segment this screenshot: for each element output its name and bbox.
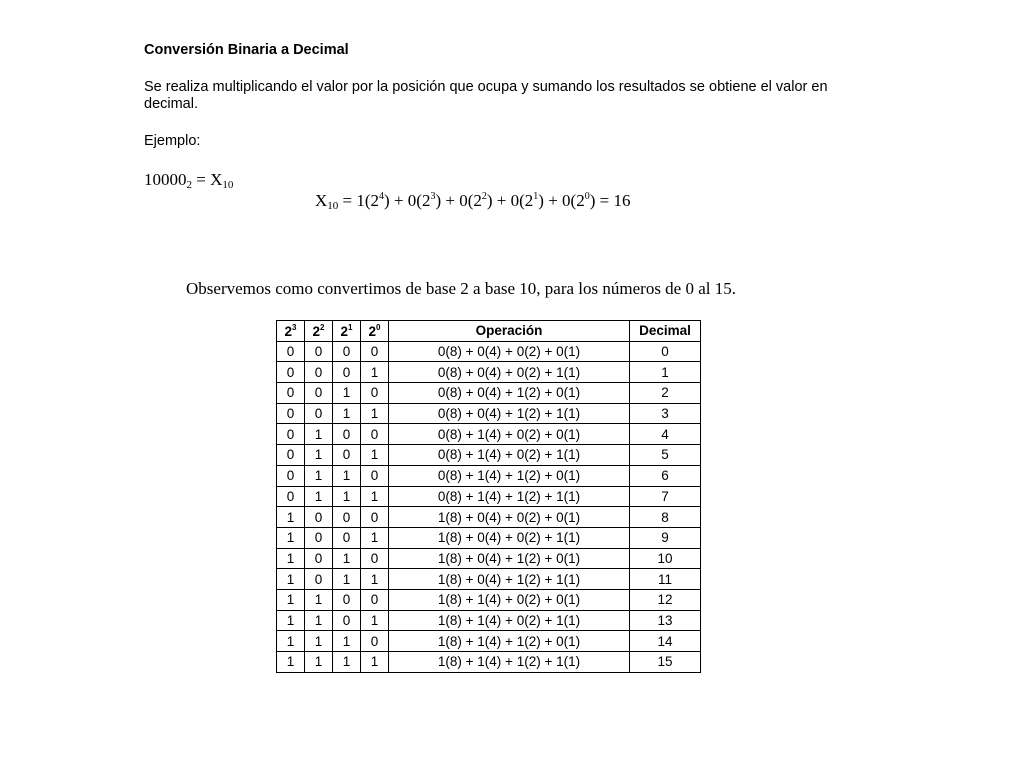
cell-bit-2: 1 (333, 652, 361, 673)
cell-bit-8: 1 (277, 652, 305, 673)
cell-bit-2: 0 (333, 589, 361, 610)
cell-bit-4: 1 (305, 589, 333, 610)
eq2-var-base: 10 (327, 200, 339, 212)
page-title: Conversión Binaria a Decimal (144, 42, 349, 58)
cell-bit-1: 1 (361, 610, 389, 631)
cell-operacion: 1(8) + 0(4) + 0(2) + 0(1) (389, 507, 630, 528)
cell-operacion: 0(8) + 1(4) + 0(2) + 1(1) (389, 445, 630, 466)
cell-bit-1: 1 (361, 403, 389, 424)
cell-decimal: 5 (630, 445, 701, 466)
table-row (277, 362, 701, 383)
cell-bit-4: 1 (305, 424, 333, 445)
cell-bit-4: 1 (305, 610, 333, 631)
eq2-term-prefix: + 0(2 (543, 191, 585, 210)
cell-bit-8: 1 (277, 589, 305, 610)
cell-decimal: 4 (630, 424, 701, 445)
cell-bit-1: 0 (361, 341, 389, 362)
cell-bit-4: 1 (305, 486, 333, 507)
eq2-var: X (315, 191, 328, 210)
cell-bit-2: 1 (333, 465, 361, 486)
cell-bit-4: 1 (305, 445, 333, 466)
cell-bit-4: 0 (305, 341, 333, 362)
cell-decimal: 14 (630, 631, 701, 652)
cell-bit-4: 1 (305, 652, 333, 673)
cell-bit-8: 1 (277, 507, 305, 528)
cell-bit-4: 0 (305, 548, 333, 569)
cell-operacion: 0(8) + 0(4) + 0(2) + 0(1) (389, 341, 630, 362)
cell-bit-2: 1 (333, 486, 361, 507)
eq2-term-prefix: + 0(2 (441, 191, 482, 210)
cell-bit-8: 1 (277, 548, 305, 569)
cell-bit-2: 0 (333, 362, 361, 383)
eq2-term-suffix: ) (589, 191, 596, 210)
cell-bit-1: 0 (361, 465, 389, 486)
table-header-row (277, 321, 701, 342)
cell-operacion: 1(8) + 1(4) + 0(2) + 0(1) (389, 589, 630, 610)
cell-bit-2: 1 (333, 569, 361, 590)
header-decimal: Decimal (630, 321, 701, 342)
cell-operacion: 1(8) + 1(4) + 1(2) + 1(1) (389, 652, 630, 673)
cell-operacion: 0(8) + 0(4) + 0(2) + 1(1) (389, 362, 630, 383)
eq1-equals: = X (192, 170, 223, 189)
cell-operacion: 0(8) + 1(4) + 0(2) + 0(1) (389, 424, 630, 445)
cell-bit-4: 0 (305, 403, 333, 424)
table-row (277, 610, 701, 631)
cell-decimal: 2 (630, 383, 701, 404)
eq2-term-prefix: + 0(2 (389, 191, 431, 210)
cell-decimal: 15 (630, 652, 701, 673)
eq1-base: 2 (186, 179, 192, 191)
table-row (277, 465, 701, 486)
cell-decimal: 1 (630, 362, 701, 383)
eq2-result: = 16 (595, 191, 631, 210)
eq2-term-prefix: = 1(2 (338, 191, 380, 210)
cell-bit-4: 0 (305, 527, 333, 548)
cell-bit-1: 1 (361, 486, 389, 507)
eq2-term-exponent: 0 (584, 191, 590, 202)
cell-bit-1: 0 (361, 548, 389, 569)
eq1-value: 10000 (144, 170, 187, 189)
eq2-term-exponent: 2 (481, 191, 487, 202)
table-row (277, 383, 701, 404)
cell-operacion: 1(8) + 0(4) + 1(2) + 1(1) (389, 569, 630, 590)
cell-decimal: 6 (630, 465, 701, 486)
example-equation-1 (144, 170, 233, 191)
cell-bit-2: 0 (333, 527, 361, 548)
cell-operacion: 1(8) + 1(4) + 0(2) + 1(1) (389, 610, 630, 631)
cell-bit-4: 0 (305, 569, 333, 590)
cell-bit-8: 0 (277, 341, 305, 362)
table-row (277, 589, 701, 610)
eq2-terms (338, 191, 595, 210)
cell-operacion: 0(8) + 1(4) + 1(2) + 0(1) (389, 465, 630, 486)
eq2-term-prefix: + 0(2 (492, 191, 534, 210)
table-row (277, 569, 701, 590)
cell-bit-8: 1 (277, 527, 305, 548)
eq2-term-suffix: ) (435, 191, 442, 210)
table-body (277, 341, 701, 672)
eq2-term-suffix: ) (384, 191, 390, 210)
cell-operacion: 1(8) + 0(4) + 1(2) + 0(1) (389, 548, 630, 569)
cell-decimal: 11 (630, 569, 701, 590)
eq2-term-exponent: 3 (430, 191, 436, 202)
cell-bit-1: 0 (361, 383, 389, 404)
cell-bit-1: 1 (361, 527, 389, 548)
intro-paragraph: Se realiza multiplicando el valor por la posición que ocupa y sumando los resultados se obtiene el valor en decimal. (144, 79, 828, 112)
table-row (277, 527, 701, 548)
cell-operacion: 1(8) + 0(4) + 0(2) + 1(1) (389, 527, 630, 548)
cell-decimal: 12 (630, 589, 701, 610)
cell-bit-1: 1 (361, 652, 389, 673)
header-bit-2-1: $2^1$ (333, 321, 361, 342)
cell-decimal: 13 (630, 610, 701, 631)
cell-bit-2: 0 (333, 341, 361, 362)
cell-bit-8: 1 (277, 631, 305, 652)
cell-bit-1: 0 (361, 507, 389, 528)
header-bit-2-2: $2^2$ (305, 321, 333, 342)
cell-bit-2: 1 (333, 548, 361, 569)
table-row (277, 424, 701, 445)
table-intro-note: Observemos como convertimos de base 2 a base 10, para los números de 0 al 15. (186, 279, 736, 298)
cell-bit-4: 1 (305, 631, 333, 652)
cell-bit-8: 1 (277, 569, 305, 590)
example-label: Ejemplo: (144, 133, 201, 149)
conversion-table (276, 320, 701, 673)
cell-bit-8: 0 (277, 362, 305, 383)
cell-bit-4: 1 (305, 465, 333, 486)
cell-bit-1: 1 (361, 569, 389, 590)
cell-bit-2: 0 (333, 445, 361, 466)
table-row (277, 445, 701, 466)
eq2-term-exponent: 4 (379, 191, 385, 202)
cell-decimal: 7 (630, 486, 701, 507)
cell-decimal: 3 (630, 403, 701, 424)
cell-bit-2: 0 (333, 507, 361, 528)
cell-bit-1: 0 (361, 631, 389, 652)
cell-decimal: 0 (630, 341, 701, 362)
cell-bit-8: 0 (277, 445, 305, 466)
header-bit-2-3: $2^3$ (277, 321, 305, 342)
cell-bit-8: 0 (277, 465, 305, 486)
cell-bit-2: 1 (333, 403, 361, 424)
table-row (277, 652, 701, 673)
cell-bit-1: 0 (361, 589, 389, 610)
eq2-term-exponent: 1 (533, 191, 539, 202)
eq2-term-suffix: ) (538, 191, 544, 210)
cell-operacion: 0(8) + 0(4) + 1(2) + 1(1) (389, 403, 630, 424)
table-row (277, 631, 701, 652)
cell-bit-8: 0 (277, 403, 305, 424)
cell-bit-2: 1 (333, 383, 361, 404)
cell-operacion: 0(8) + 1(4) + 1(2) + 1(1) (389, 486, 630, 507)
cell-decimal: 10 (630, 548, 701, 569)
cell-bit-8: 0 (277, 486, 305, 507)
table-row (277, 548, 701, 569)
cell-bit-8: 0 (277, 383, 305, 404)
table-row (277, 486, 701, 507)
cell-bit-1: 0 (361, 424, 389, 445)
cell-operacion: 0(8) + 0(4) + 1(2) + 0(1) (389, 383, 630, 404)
cell-bit-1: 1 (361, 445, 389, 466)
cell-bit-2: 1 (333, 631, 361, 652)
cell-bit-8: 0 (277, 424, 305, 445)
table-row (277, 507, 701, 528)
table-row (277, 403, 701, 424)
cell-bit-4: 0 (305, 507, 333, 528)
example-equation-2 (315, 191, 630, 212)
eq2-term-suffix: ) (486, 191, 493, 210)
cell-bit-2: 0 (333, 610, 361, 631)
cell-bit-4: 0 (305, 383, 333, 404)
header-bit-2-0: $2^0$ (361, 321, 389, 342)
cell-bit-2: 0 (333, 424, 361, 445)
header-operacion: Operación (389, 321, 630, 342)
cell-bit-8: 1 (277, 610, 305, 631)
cell-bit-4: 0 (305, 362, 333, 383)
cell-operacion: 1(8) + 1(4) + 1(2) + 0(1) (389, 631, 630, 652)
cell-bit-1: 1 (361, 362, 389, 383)
cell-decimal: 8 (630, 507, 701, 528)
cell-decimal: 9 (630, 527, 701, 548)
table-row (277, 341, 701, 362)
eq1-result-base: 10 (222, 179, 234, 191)
